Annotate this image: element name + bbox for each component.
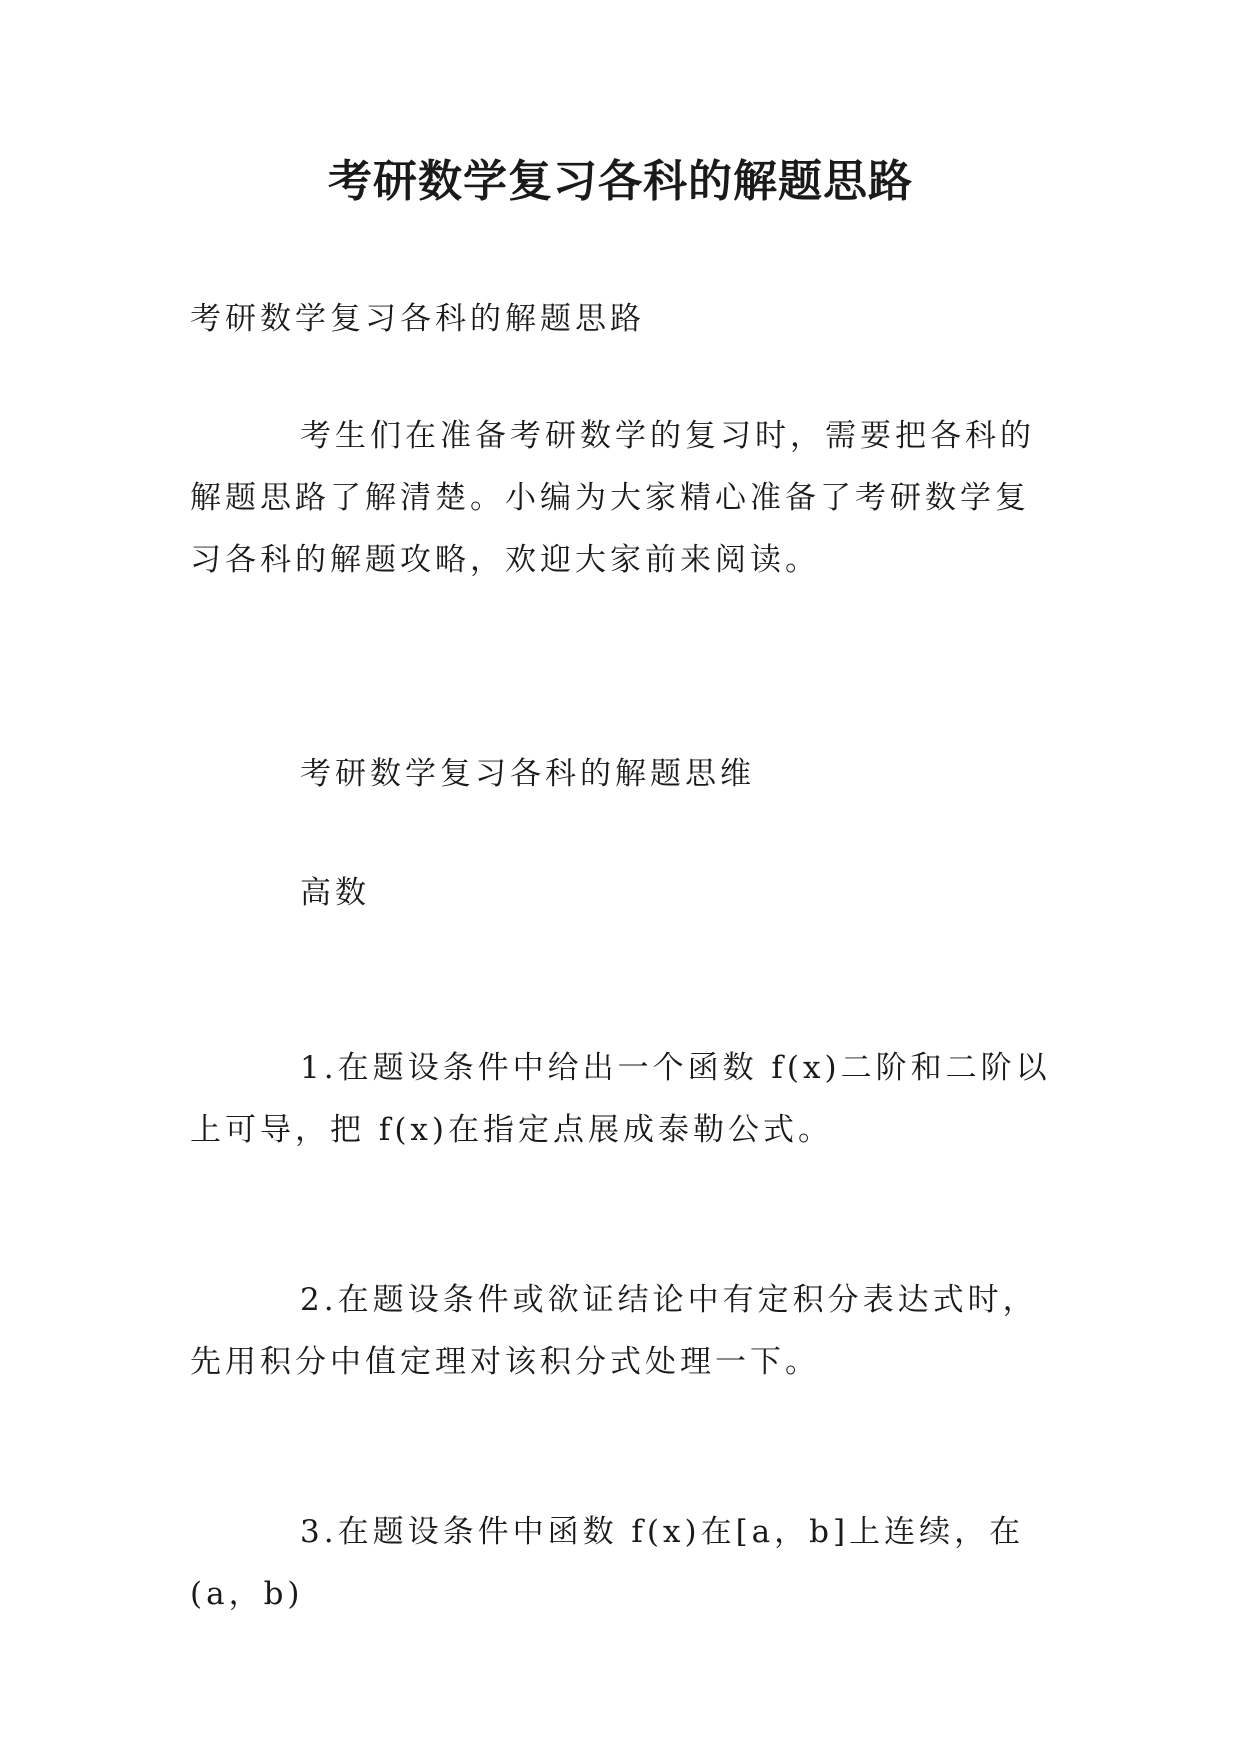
document-title: 考研数学复习各科的解题思路 bbox=[328, 156, 913, 207]
subsection-heading: 高数 bbox=[300, 875, 370, 911]
section-heading: 考研数学复习各科的解题思维 bbox=[300, 756, 755, 792]
paragraph-intro: 考生们在准备考研数学的复习时，需要把各科的解题思路了解清楚。小编为大家精心准备了考研数学复习各科的解题攻略，欢迎大家前来阅读。 bbox=[190, 418, 1035, 578]
paragraph-heading-repeat: 考研数学复习各科的解题思路 bbox=[190, 301, 645, 337]
list-item-1: 1.在题设条件中给出一个函数 f(x)二阶和二阶以上可导，把 f(x)在指定点展成泰勒公式。 bbox=[190, 1050, 1051, 1148]
list-item-2: 2.在题设条件或欲证结论中有定积分表达式时，先用积分中值定理对该积分式处理一下。 bbox=[190, 1282, 1038, 1380]
list-item-3: 3.在题设条件中函数 f(x)在[a，b]上连续，在(a，b) bbox=[190, 1514, 1025, 1612]
